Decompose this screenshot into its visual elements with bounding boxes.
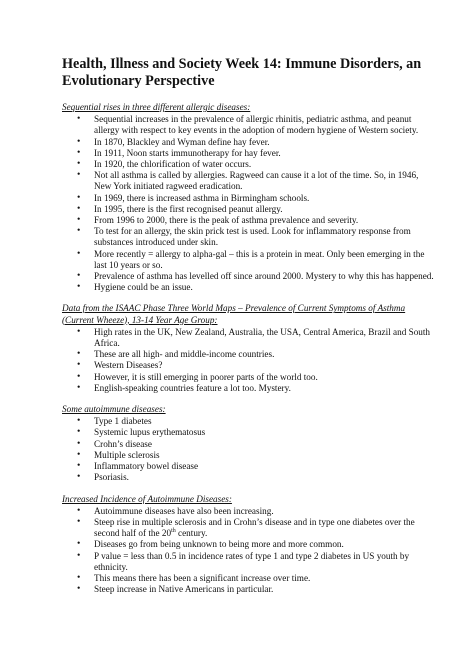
list-item-text: Steep rise in multiple sclerosis and in Crohn’s disease and in type one diabetes over the second half of the 20	[94, 516, 415, 539]
list-item: • High rates in the UK, New Zealand, Australia, the USA, Central America, Brazil and South Africa.	[94, 327, 434, 349]
section-autoimmune-incidence	[62, 494, 434, 596]
section-heading: Increased Incidence of Autoimmune Diseases:	[62, 493, 232, 504]
bullet-list	[62, 416, 434, 483]
section-heading: Data from the ISAAC Phase Three World Maps – Prevalence of Current Symptoms of Asthma (Current Wheeze), 13-14 Year Age Group:	[62, 303, 406, 325]
list-item: • From 1996 to 2000, there is the peak of asthma prevalence and severity.	[94, 215, 434, 226]
list-item: • In 1870, Blackley and Wyman define hay fever.	[94, 137, 434, 148]
list-item: • Prevalence of asthma has levelled off since around 2000. Mystery to why this has happened.	[94, 271, 434, 282]
section-isaac-data	[62, 303, 434, 394]
list-item	[94, 517, 434, 539]
list-item: • Multiple sclerosis	[94, 450, 434, 461]
bullet-list	[62, 114, 434, 293]
section-heading: Sequential rises in three different allergic diseases:	[62, 102, 251, 112]
list-item: • These are all high- and middle-income countries.	[94, 349, 434, 360]
list-item: • Diseases go from being unknown to being more and more common.	[94, 539, 434, 550]
list-item: • Systemic lupus erythematosus	[94, 427, 434, 438]
list-item: • Steep increase in Native Americans in particular.	[94, 584, 434, 595]
list-item: • In 1920, the chlorification of water occurs.	[94, 159, 434, 170]
list-item: • English-speaking countries feature a lot too. Mystery.	[94, 383, 434, 394]
list-item: • This means there has been a significant increase over time.	[94, 573, 434, 584]
list-item: • However, it is still emerging in poorer parts of the world too.	[94, 372, 434, 383]
list-item: • P value = less than 0.5 in incidence rates of type 1 and type 2 diabetes in US youth by ethnicity.	[94, 551, 434, 573]
list-item-text: century.	[175, 528, 208, 539]
list-item: • Hygiene could be an issue.	[94, 282, 434, 293]
section-allergic-diseases	[62, 102, 434, 293]
superscript-text: th	[171, 528, 176, 535]
list-item: • Inflammatory bowel disease	[94, 461, 434, 472]
list-item: • In 1969, there is increased asthma in Birmingham schools.	[94, 193, 434, 204]
section-autoimmune-diseases	[62, 404, 434, 483]
list-item: • Crohn’s disease	[94, 439, 434, 450]
list-item: • Not all asthma is called by allergies. Ragweed can cause it a lot of the time. So, in 1946, New York initiated ragweed eradication.	[94, 170, 434, 192]
list-item: • Psoriasis.	[94, 472, 434, 483]
list-item: • Sequential increases in the prevalence of allergic rhinitis, pediatric asthma, and peanut allergy with respect to key events in the adoption of modern hygiene of Western society.	[94, 114, 434, 136]
list-item: • More recently = allergy to alpha-gal – this is a protein in meat. Only been emerging in the last 10 years or so.	[94, 249, 434, 271]
section-heading: Some autoimmune diseases:	[62, 404, 166, 415]
list-item: • Type 1 diabetes	[94, 416, 434, 427]
list-item: • To test for an allergy, the skin prick test is used. Look for inflammatory response from substances introduced under skin.	[94, 226, 434, 248]
document-title: Health, Illness and Society Week 14: Immune Disorders, an Evolutionary Perspective	[62, 56, 422, 89]
list-item: • Autoimmune diseases have also been increasing.	[94, 506, 434, 517]
bullet-list	[62, 506, 434, 596]
bullet-list	[62, 327, 434, 394]
list-item: • In 1911, Noon starts immunotherapy for hay fever.	[94, 148, 434, 159]
list-item: • In 1995, there is the first recognised peanut allergy.	[94, 204, 434, 215]
list-item: • Western Diseases?	[94, 360, 434, 371]
